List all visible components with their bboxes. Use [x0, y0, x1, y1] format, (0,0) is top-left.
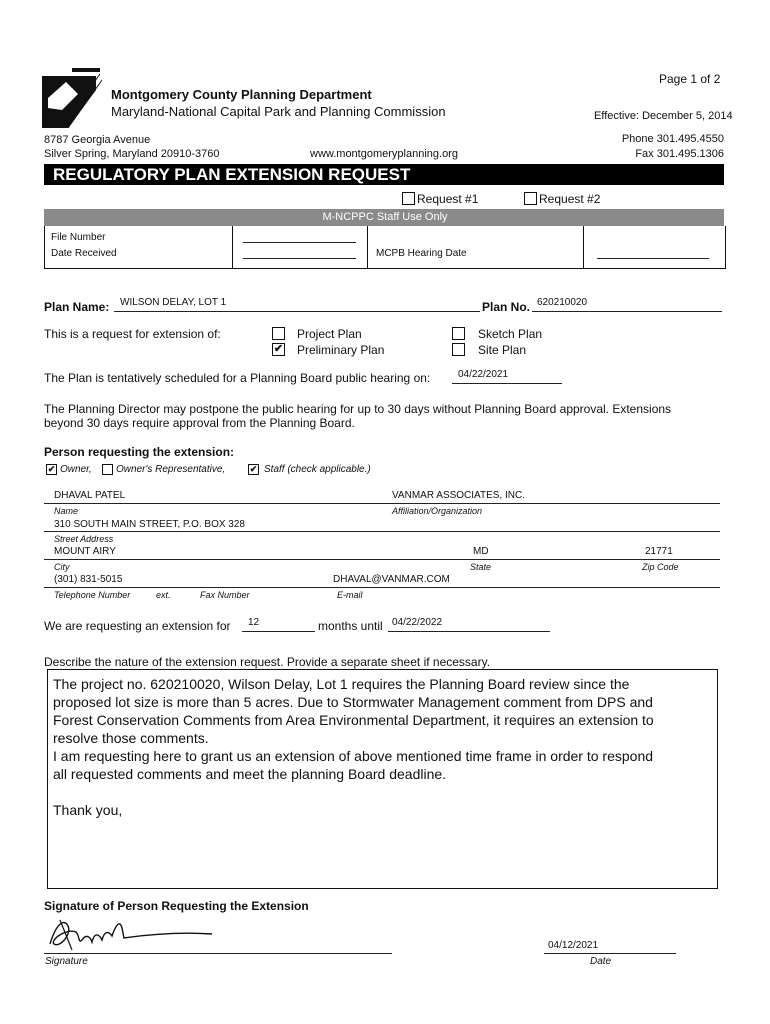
person-heading: Person requesting the extension:	[44, 445, 235, 459]
name-row-line	[44, 503, 720, 504]
until-date-underline	[388, 631, 550, 632]
address-line-1: 8787 Georgia Avenue	[44, 134, 151, 146]
name-label: Name	[54, 506, 79, 516]
date-received-field[interactable]	[243, 258, 356, 259]
city-row-line	[44, 559, 720, 560]
phone-label: Telephone Number	[54, 590, 131, 600]
plan-number-label: Plan No.	[482, 300, 531, 314]
sketch-plan-checkbox[interactable]	[452, 327, 465, 340]
handwritten-signature	[42, 914, 222, 954]
description-text	[53, 675, 654, 819]
hearing-date-value[interactable]: 04/22/2021	[458, 369, 509, 380]
owner-rep-checkbox[interactable]	[102, 464, 113, 475]
postpone-paragraph-line-1: The Planning Director may postpone the public hearing for up to 30 days without Planning Board approval. Extensions	[44, 402, 672, 416]
signature-date-value[interactable]: 04/12/2021	[548, 940, 599, 951]
project-plan-label: Project Plan	[297, 327, 362, 341]
signature-heading: Signature of Person Requesting the Extension	[44, 899, 309, 913]
signature-date-line	[544, 953, 676, 954]
organization-label: Affiliation/Organization	[392, 506, 483, 516]
owner-checkbox[interactable]: ✔	[47, 464, 56, 474]
commission-name: Maryland-National Capital Park and Planning Commission	[111, 104, 446, 119]
site-plan-label: Site Plan	[478, 343, 527, 357]
page-number: Page 1 of 2	[659, 72, 721, 86]
mcpb-hearing-label: MCPB Hearing Date	[376, 248, 467, 259]
effective-date: Effective: December 5, 2014	[594, 110, 733, 122]
request-2-checkbox[interactable]	[524, 192, 537, 205]
file-number-label: File Number	[51, 232, 106, 243]
site-plan-checkbox[interactable]	[452, 343, 465, 356]
street-row-line	[44, 531, 720, 532]
postpone-paragraph-line-2: beyond 30 days require approval from the Planning Board.	[44, 416, 355, 430]
state-label: State	[470, 562, 492, 572]
email-value[interactable]: DHAVAL@VANMAR.COM	[333, 574, 450, 585]
phone-value[interactable]: (301) 831-5015	[54, 574, 123, 585]
signature-label: Signature	[45, 956, 88, 967]
staff-use-label: M-NCPPC Staff Use Only	[322, 211, 448, 223]
fax: Fax 301.495.1306	[635, 148, 724, 160]
file-number-field[interactable]	[243, 242, 356, 243]
staff-divider-2	[367, 226, 368, 268]
description-line: I am requesting here to grant us an extension of above mentioned time frame in order to respond	[53, 748, 654, 764]
form-title: REGULATORY PLAN EXTENSION REQUEST	[53, 165, 411, 184]
state-value[interactable]: MD	[473, 546, 489, 557]
description-line: resolve those comments.	[53, 730, 209, 746]
street-label: Street Address	[54, 534, 114, 544]
request-2-label: Request #2	[539, 192, 601, 206]
owner-rep-label: Owner's Representative,	[116, 464, 226, 475]
description-line: all requested comments and meet the planning Board deadline.	[53, 766, 447, 782]
mncppc-logo	[42, 68, 102, 128]
plan-name-underline	[114, 311, 480, 312]
preliminary-plan-label: Preliminary Plan	[297, 343, 385, 357]
fax-label: Fax Number	[200, 590, 250, 600]
until-date-value[interactable]: 04/22/2022	[392, 617, 443, 628]
plan-number-value[interactable]: 620210020	[537, 297, 588, 308]
months-value[interactable]: 12	[248, 617, 260, 628]
address-line-2: Silver Spring, Maryland 20910-3760	[44, 148, 220, 160]
signature-date-label: Date	[590, 956, 612, 967]
request-1-label: Request #1	[417, 192, 479, 206]
owner-label: Owner,	[60, 464, 92, 475]
name-value[interactable]: DHAVAL PATEL	[54, 490, 126, 501]
description-line: The project no. 620210020, Wilson Delay, Lot 1 requires the Planning Board review since the	[53, 676, 630, 692]
staff-label: Staff (check applicable.)	[264, 464, 371, 475]
description-thanks: Thank you,	[53, 802, 123, 818]
zip-value[interactable]: 21771	[645, 546, 673, 557]
project-plan-checkbox[interactable]	[272, 327, 285, 340]
street-value[interactable]: 310 SOUTH MAIN STREET, P.O. BOX 328	[54, 519, 245, 530]
department-name: Montgomery County Planning Department	[111, 87, 372, 102]
city-label: City	[54, 562, 70, 572]
extension-pre-text: We are requesting an extension for	[44, 619, 231, 633]
phone-row-line	[44, 587, 720, 588]
zip-label: Zip Code	[642, 562, 679, 572]
email-label: E-mail	[337, 590, 363, 600]
staff-divider-1	[232, 226, 233, 268]
sketch-plan-label: Sketch Plan	[478, 327, 543, 341]
hearing-text: The Plan is tentatively scheduled for a Planning Board public hearing on:	[44, 371, 431, 385]
organization-value[interactable]: VANMAR ASSOCIATES, INC.	[392, 490, 525, 501]
plan-name-value[interactable]: WILSON DELAY, LOT 1	[120, 297, 227, 308]
hearing-date-underline	[452, 383, 562, 384]
city-value[interactable]: MOUNT AIRY	[54, 546, 116, 557]
plan-name-label: Plan Name:	[44, 300, 110, 314]
months-underline	[242, 631, 315, 632]
description-line: Forest Conservation Comments from Area Environmental Department, it requires an extension to	[53, 712, 654, 728]
website: www.montgomeryplanning.org	[310, 148, 458, 160]
extension-of-label: This is a request for extension of:	[44, 327, 221, 341]
describe-instruction: Describe the nature of the extension request. Provide a separate sheet if necessary.	[44, 655, 491, 669]
request-1-checkbox[interactable]	[402, 192, 415, 205]
staff-divider-3	[583, 226, 584, 268]
date-received-label: Date Received	[51, 248, 117, 259]
plan-number-underline	[532, 311, 722, 312]
preliminary-plan-checkbox[interactable]: ✔	[273, 343, 284, 355]
staff-checkbox[interactable]: ✔	[249, 464, 258, 474]
phone: Phone 301.495.4550	[621, 133, 724, 145]
signature-line[interactable]	[44, 953, 392, 954]
mcpb-hearing-field[interactable]	[597, 258, 709, 259]
extension-mid-text: months until	[318, 619, 383, 633]
description-line: proposed lot size is more than 5 acres. Due to Stormwater Management comment from DPS and	[53, 694, 653, 710]
ext-label: ext.	[156, 590, 171, 600]
